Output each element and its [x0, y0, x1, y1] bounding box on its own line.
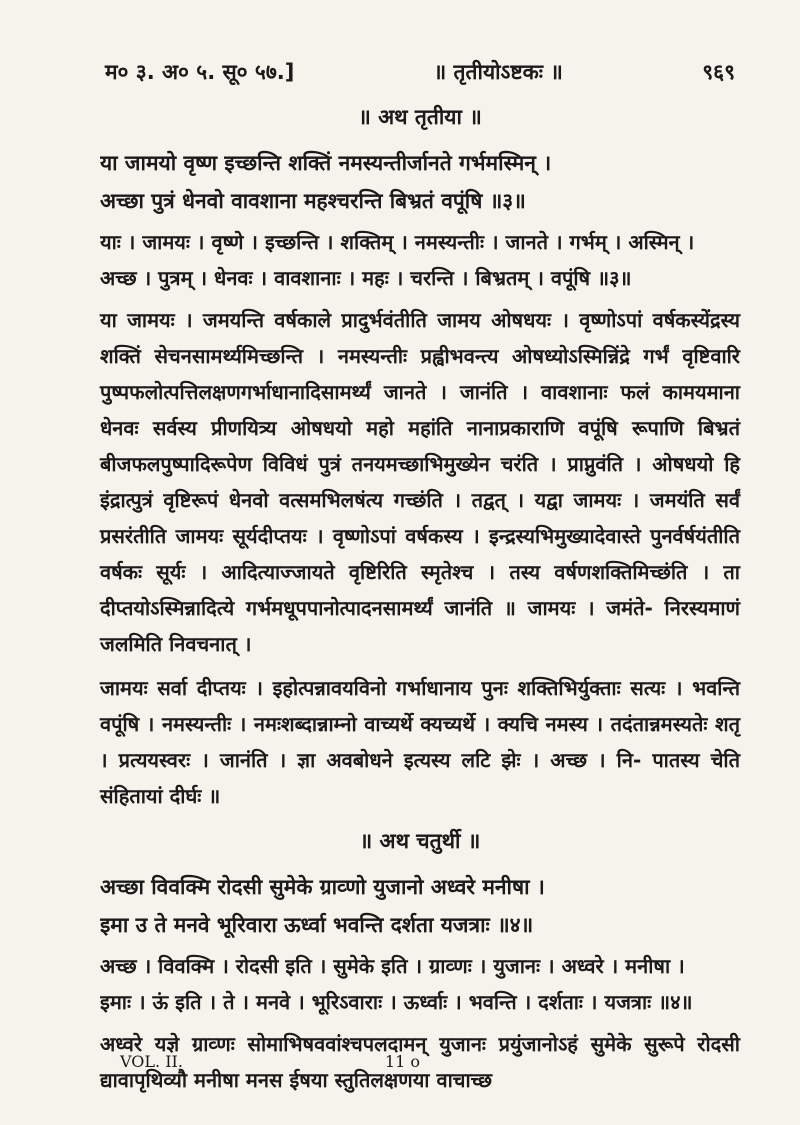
padapatha-4 — [100, 948, 740, 1020]
signature-mark: 11 o — [384, 1052, 420, 1071]
section-title-fourth: ॥ अथ चतुर्थी ॥ — [359, 829, 481, 853]
padapatha-line: अच्छ । पुत्रम् । धेनवः । वावशानाः । महः । चरन्ति । बिभ्रतम् । वपूंषि ॥३॥ — [100, 266, 632, 290]
commentary-4: अध्वरे यज्ञे ग्राव्णः सोमाभिषववांश्चपलदामन् युजानः प्रयुंजानोऽहं सुमेके सुरूपे रोदसी द्यावापृथिव्यौ मनीषा मनस ईषया स्तुतिलक्षणया वाचाच्छ — [100, 1032, 740, 1092]
verse-line: अच्छा पुत्रं धेनवो वावशाना महश्चरन्ति बिभ्रतं वपूंषि ॥३॥ — [100, 189, 526, 213]
verse-line: या जामयो वृष्ण इच्छन्ति शक्तिं नमस्यन्तीर्जानते गर्भमस्मिन् । — [100, 151, 552, 175]
page-footer — [120, 1052, 420, 1071]
padapatha-line: अच्छ । विवक्मि । रोदसी इति । सुमेके इति । ग्राव्णः । युजानः । अध्वरे । मनीषा । — [100, 954, 685, 978]
volume-label: VOL. II. — [120, 1052, 183, 1071]
padapatha-line: याः । जामयः । वृष्णे । इच्छन्ति । शक्तिम् । नमस्यन्तीः । जानते । गर्भम् । अस्मिन् । — [100, 230, 695, 254]
verse-4 — [100, 868, 740, 944]
commentary-3-grammar: जामयः सर्वा दीप्तयः । इहोत्पन्नावयविनो गर्भाधानाय पुनः शक्तिभिर्युक्ताः सत्यः । भवन्ति वपूंषि । नमस्यन्तीः । नमःशब्दान्नाम्नो वाच्यर्थे क्यच्यर्थे । क्यचि नमस्य । तदंतान्नमस्यतेः शतृ । प्रत्ययस्वरः । जानंति । ज्ञा अवबोधने इत्यस्य लटि झेः । अच्छ । नि- पातस्य चेति संहितायां दीर्घः ॥ — [100, 676, 740, 808]
section-title-third: ॥ अथ तृतीया ॥ — [358, 105, 482, 129]
header-page-number: ९६९ — [702, 60, 735, 84]
verse-3 — [100, 144, 740, 220]
verse-line: इमा उ ते मनवे भूरिवारा ऊर्ध्वा भवन्ति दर्शता यजत्राः ॥४॥ — [100, 913, 534, 937]
padapatha-line: इमाः । ऊं इति । ते । मनवे । भूरिऽवाराः । ऊर्ध्वाः । भवन्ति । दर्शताः । यजत्राः ॥४॥ — [100, 990, 693, 1014]
padapatha-3 — [100, 224, 740, 296]
page-header — [105, 58, 735, 86]
header-reference: म० ३. अ० ५. सू० ५७.] — [105, 60, 295, 84]
commentary-3: या जामयः । जमयन्ति वर्षकाले प्रादुर्भवंतीति जामय ओषधयः । वृष्णोऽपां वर्षकस्येंद्रस्य शक्तिं सेचनसामर्थ्यमिच्छन्ति । नमस्यन्तीः प्रह्वीभवन्त्य ओषध्योऽस्मिन्निंद्रे गर्भं वृष्टिवारि पुष्पफलोत्पत्तिलक्षणगर्भाधानादिसामर्थ्यं जानते । जानंति । वावशानाः फलं कामयमाना धेनवः सर्वस्य प्रीणयित्र्य ओषधयो महो महांति नानाप्रकाराणि वपूंषि रूपाणि बिभ्रतं बीजफलपुष्पादिरूपेण विविधं पुत्रं तनयमच्छाभिमुख्येन चरंति । प्राप्नुवंति । ओषधयो हि इंद्रात्पुत्रं वृष्टिरूपं धेनवो वत्समभिलषंत्य गच्छंति । तद्वत् । यद्वा जामयः । जमयंति सर्वं प्रसरंतीति जामयः सूर्यदीप्तयः । वृष्णोऽपां वर्षकस्य । इन्द्रस्यभिमुख्यादेवास्ते पुनर्वर्षयंतीति वर्षकः सूर्यः । आदित्याज्जायते वृष्टिरिति स्मृतेश्च । तस्य वर्षणशक्तिमिच्छंति । ता दीप्तयोऽस्मिन्नादित्ये गर्भमधूपपानोत्पादनसामर्थ्यं जानंति ॥ जामयः । जमंते- निरस्यमाणं जलमिति निवचनात् । — [100, 308, 740, 656]
main-content — [100, 100, 740, 1106]
verse-line: अच्छा विवक्मि रोदसी सुमेके ग्राव्णो युजानो अध्वरे मनीषा । — [100, 875, 545, 899]
header-title: ॥ तृतीयोऽष्टकः ॥ — [433, 60, 563, 84]
